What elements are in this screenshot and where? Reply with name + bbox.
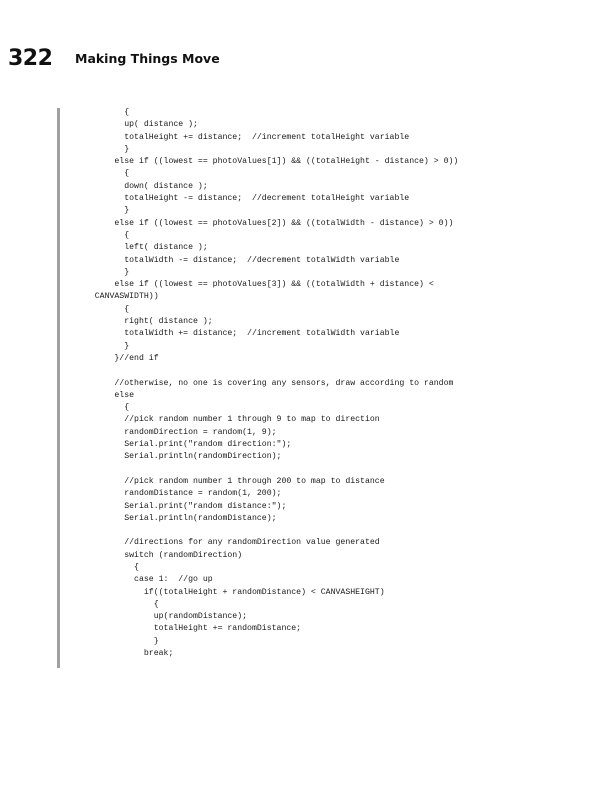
code-line: else if ((lowest == photoValues[1]) && ((totalHeight - distance) > 0)) xyxy=(80,157,459,167)
code-line: break; xyxy=(80,649,174,659)
code-line xyxy=(80,464,580,476)
code-sidebar-bar xyxy=(57,108,60,668)
code-line: //directions for any randomDirection value generated xyxy=(80,538,380,548)
code-line: }//end if xyxy=(80,353,159,363)
code-line: if((totalHeight + randomDistance) < CANVASHEIGHT) xyxy=(80,587,385,597)
code-line: } xyxy=(80,341,130,351)
code-line: { xyxy=(80,403,130,413)
code-line: Serial.println(randomDirection); xyxy=(80,452,282,462)
code-line: { xyxy=(80,108,130,117)
code-line: totalHeight += randomDistance; xyxy=(80,624,302,634)
code-line: } xyxy=(80,267,130,277)
code-line: randomDistance = random(1, 200); xyxy=(80,489,282,499)
code-line: Serial.print("random direction:"); xyxy=(80,440,292,450)
code-line: { xyxy=(80,230,130,240)
code-line: CANVASWIDTH)) xyxy=(80,292,159,302)
code-line: //otherwise, no one is covering any sensors, draw according to random xyxy=(80,378,454,388)
code-listing xyxy=(80,107,580,660)
code-line xyxy=(80,365,580,377)
code-line: { xyxy=(80,169,130,179)
code-line: } xyxy=(80,636,159,646)
code-line: totalWidth -= distance; //decrement totalWidth variable xyxy=(80,255,400,265)
code-line: Serial.println(randomDistance); xyxy=(80,513,277,523)
code-line: down( distance ); xyxy=(80,181,208,191)
chapter-title: Making Things Move xyxy=(75,51,220,66)
code-line: case 1: //go up xyxy=(80,575,213,585)
code-line: randomDirection = random(1, 9); xyxy=(80,427,277,437)
code-line: totalHeight -= distance; //decrement totalHeight variable xyxy=(80,194,410,204)
code-line: { xyxy=(80,599,159,609)
code-line: totalHeight += distance; //increment totalHeight variable xyxy=(80,132,410,142)
code-line: right( distance ); xyxy=(80,317,213,327)
code-line: { xyxy=(80,562,139,572)
code-line: else if ((lowest == photoValues[3]) && ((totalWidth + distance) < xyxy=(80,280,434,290)
code-line: switch (randomDirection) xyxy=(80,550,243,560)
code-line: else xyxy=(80,390,135,400)
code-line: } xyxy=(80,144,130,154)
code-line: left( distance ); xyxy=(80,243,208,253)
code-line: } xyxy=(80,206,130,216)
code-line: else if ((lowest == photoValues[2]) && ((totalWidth - distance) > 0)) xyxy=(80,218,454,228)
code-line: up(randomDistance); xyxy=(80,612,248,622)
code-line: //pick random number 1 through 200 to map to distance xyxy=(80,476,385,486)
code-line: //pick random number 1 through 9 to map to direction xyxy=(80,415,380,425)
code-line: { xyxy=(80,304,130,314)
code-line xyxy=(80,525,580,537)
code-line: totalWidth += distance; //increment totalWidth variable xyxy=(80,329,400,339)
page-number: 322 xyxy=(8,46,53,71)
code-line: Serial.print("random distance:"); xyxy=(80,501,287,511)
code-line: up( distance ); xyxy=(80,120,198,130)
